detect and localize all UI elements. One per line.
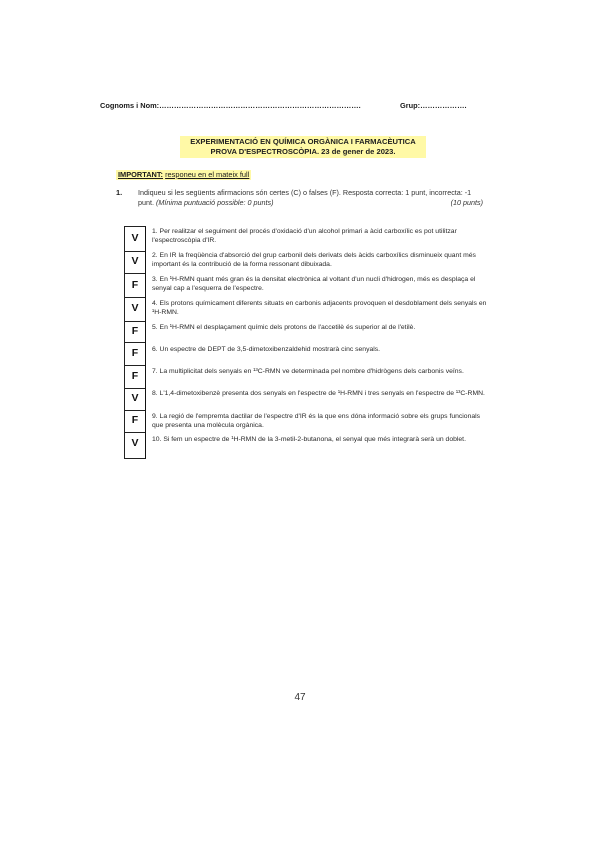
statement-9: 9. La regió de l'empremta dactilar de l'espectre d'IR és la que ens dóna informació sobre els grups funcionals que presenta una molècula orgànica. — [152, 413, 481, 430]
answer-divider — [125, 342, 145, 343]
statement-5: 5. En ¹H-RMN el desplaçament químic dels protons de l'accetilè és superior al de l'etilè. — [152, 324, 416, 331]
important-text: responeu en el mateix full — [165, 170, 250, 179]
important-label: IMPORTANT: — [118, 170, 164, 179]
answer-divider — [125, 297, 145, 298]
statement-10: 10. Si fem un espectre de ¹H-RMN de la 3-metil-2-butanona, el senyal que més integrarà serà un doblet. — [152, 436, 466, 443]
group-field-label: Grup:………………. — [400, 101, 467, 110]
name-field-label: Cognoms i Nom:………………………………………………………………………. — [100, 101, 361, 110]
important-notice — [116, 170, 251, 180]
question-points: (10 punts) — [450, 198, 483, 207]
statement-2: 2. En IR la freqüència d'absorció del grup carbonil dels derivats dels àcids carboxílics disminueix quant més important és la contribució de la forma ressonant dibuixada. — [152, 252, 476, 269]
exam-title-line-2: PROVA D'ESPECTROSCÒPIA. 23 de gener de 2023. — [210, 147, 396, 156]
statement-3: 3. En ¹H-RMN quant més gran és la densitat electrònica al voltant d'un nucli d'hidrogen, més es desplaça el senyal cap a l'esquerra de l'espectre. — [152, 276, 476, 293]
answer-7[interactable]: F — [131, 370, 139, 382]
answer-column — [124, 226, 146, 459]
answer-divider — [125, 410, 145, 411]
statement-1: 1. Per realitzar el seguiment del procés d'oxidació d'un alcohol primari a àcid carboxílic es pot utilitzar l'espectroscòpia d'IR. — [152, 228, 457, 245]
answer-4[interactable]: V — [131, 302, 139, 314]
question-instructions — [138, 188, 483, 208]
answer-8[interactable]: V — [131, 392, 139, 404]
question-note: (Mínima puntuació possible: 0 punts) — [156, 198, 274, 207]
answer-divider — [125, 251, 145, 252]
answer-2[interactable]: V — [131, 255, 139, 267]
statement-6: 6. Un espectre de DEPT de 3,5-dimetoxibenzaldehid mostrarà cinc senyals. — [152, 346, 381, 353]
answer-3[interactable]: F — [131, 279, 139, 291]
answer-1[interactable]: V — [131, 232, 139, 244]
exam-title-line-1: EXPERIMENTACIÓ EN QUÍMICA ORGÀNICA I FARMACÈUTICA — [190, 137, 416, 146]
answer-divider — [125, 432, 145, 433]
answer-10[interactable]: V — [131, 437, 139, 449]
answer-5[interactable]: F — [131, 325, 139, 337]
question-text: Indiqueu si les següents afirmacions són certes (C) o falses (F). Resposta correcta: 1 punt, incorrecta: -1 punt. — [138, 188, 472, 207]
answer-divider — [125, 365, 145, 366]
answer-divider — [125, 321, 145, 322]
answer-6[interactable]: F — [131, 347, 139, 359]
answer-divider — [125, 273, 145, 274]
answer-9[interactable]: F — [131, 414, 139, 426]
student-info-line — [100, 101, 500, 115]
exam-title — [180, 136, 426, 158]
statement-7: 7. La multiplicitat dels senyals en ¹³C-RMN ve determinada pel nombre d'hidrògens dels carbonis veïns. — [152, 368, 464, 375]
answer-divider — [125, 388, 145, 389]
question-number: 1. — [116, 188, 123, 197]
statement-8: 8. L'1,4-dimetoxibenzè presenta dos senyals en l'espectre de ¹H-RMN i tres senyals en l'espectre de ¹³C-RMN. — [152, 390, 485, 397]
statement-4: 4. Els protons químicament diferents situats en carbonis adjacents provoquen el desdoblament dels senyals en ¹H-RMN. — [152, 300, 487, 317]
page-number: 47 — [294, 692, 306, 703]
